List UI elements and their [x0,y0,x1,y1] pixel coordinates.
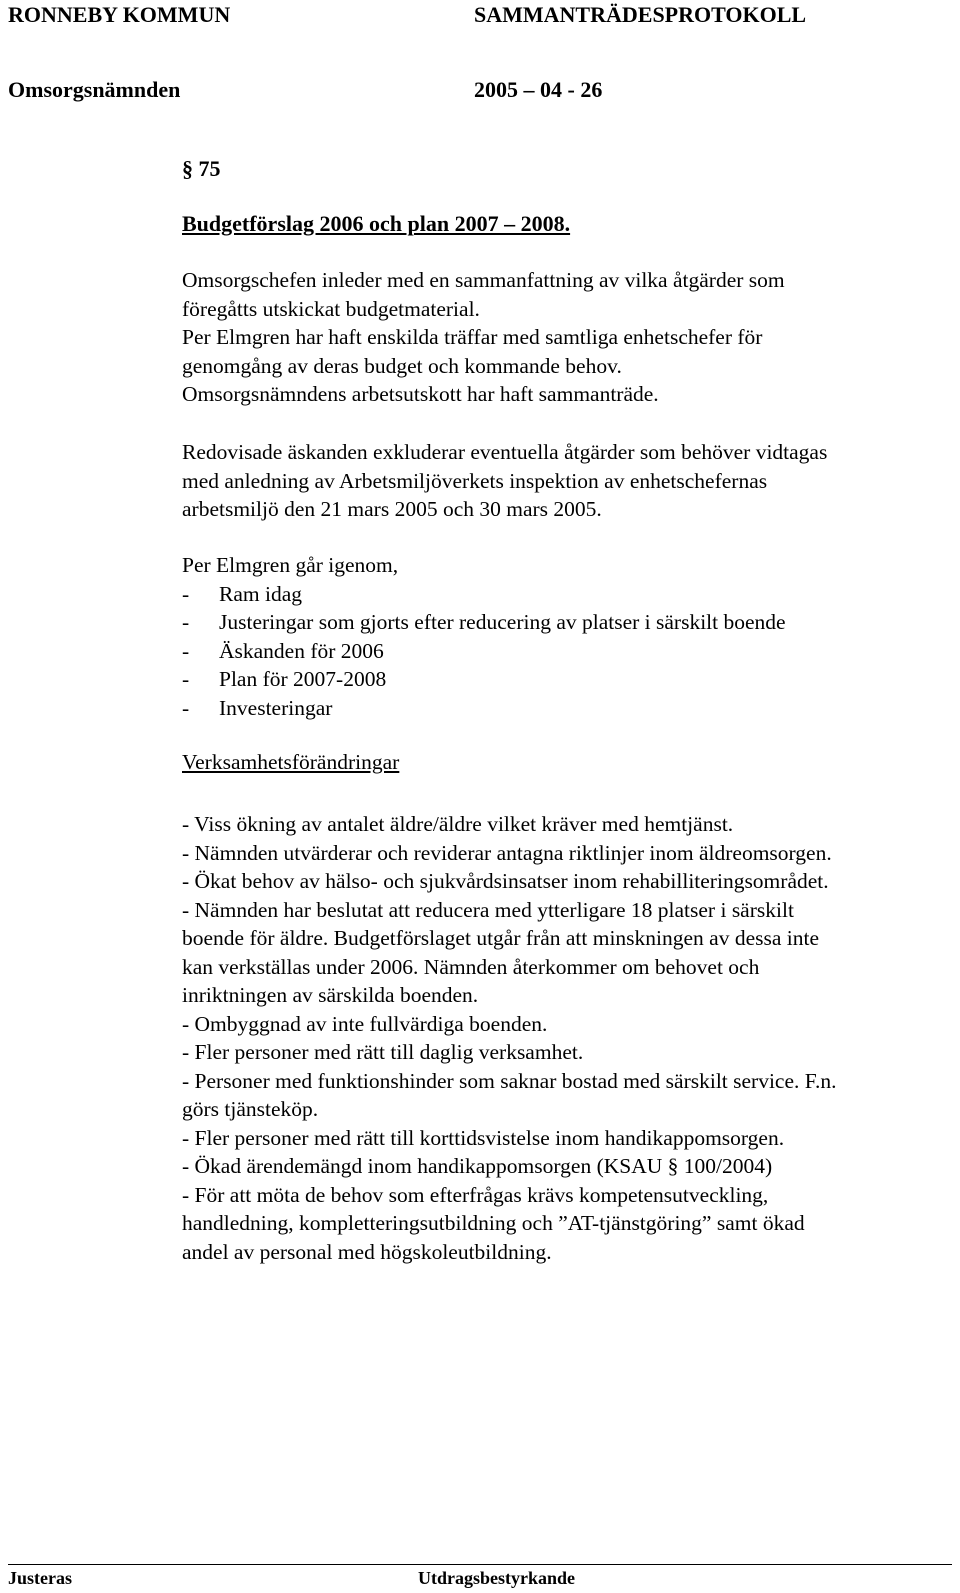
changes-line: handledning, kompletteringsutbildning och ”AT-tjänstgöring” samt ökad [182,1211,805,1235]
exclusion-paragraph [182,438,827,524]
changes-line: - För att möta de behov som efterfrågas krävs kompetensutveckling, [182,1182,769,1207]
review-intro: Per Elmgren går igenom, [182,553,399,577]
document-type: SAMMANTRÄDESPROTOKOLL [474,2,807,27]
footer-divider [8,1564,952,1565]
changes-line: kan verkställas under 2006. Nämnden återkommer om behovet och [182,954,760,979]
changes-line: - Fler personer med rätt till korttidsvistelse inom handikappomsorgen. [182,1125,785,1150]
list-item: - Äskanden för 2006 [182,638,384,663]
changes-line: - Viss ökning av antalet äldre/äldre vilket kräver med hemtjänst. [182,812,734,836]
list-item: - Investeringar [182,695,333,720]
list-item: - Justeringar som gjorts efter reducering av platser i särskilt boende [182,610,786,634]
changes-line: - Personer med funktionshinder som saknar bostad med särskilt service. F.n. [182,1068,837,1093]
changes-line: - Ombyggnad av inte fullvärdiga boenden. [182,1011,548,1036]
footer-utdragsbestyrkande: Utdragsbestyrkande [418,1568,576,1588]
intro-paragraph [182,266,785,409]
paragraph-line: Omsorgschefen inleder med en sammanfattning av vilka åtgärder som [182,268,785,292]
section-title: Budgetförslag 2006 och plan 2007 – 2008. [182,211,571,236]
meeting-date: 2005 – 04 - 26 [474,77,603,102]
footer-justeras: Justeras [8,1568,72,1588]
changes-line: görs tjänsteköp. [182,1097,319,1121]
changes-line: inriktningen av särskilda boenden. [182,983,479,1007]
paragraph-line: föregåtts utskickat budgetmaterial. [182,296,480,321]
changes-line: - Ökat behov av hälso- och sjukvårdsinsatser inom rehabilliteringsområdet. [182,869,829,893]
changes-list [182,810,837,1266]
board-name: Omsorgsnämnden [8,77,181,102]
changes-line: - Fler personer med rätt till daglig verksamhet. [182,1040,584,1064]
municipality-name: RONNEBY KOMMUN [8,2,231,27]
review-list [182,551,786,722]
paragraph-line: med anledning av Arbetsmiljöverkets inspektion av enhetschefernas [182,468,768,493]
changes-heading: Verksamhetsförändringar [182,750,400,774]
paragraph-line: Omsorgsnämndens arbetsutskott har haft sammanträde. [182,382,659,406]
changes-line: - Nämnden har beslutat att reducera med ytterligare 18 platser i särskilt [182,897,794,922]
paragraph-line: arbetsmiljö den 21 mars 2005 och 30 mars 2005. [182,497,602,521]
paragraph-line: Per Elmgren har haft enskilda träffar med samtliga enhetschefer för [182,325,763,349]
paragraph-line: Redovisade äskanden exkluderar eventuella åtgärder som behöver vidtagas [182,440,828,464]
list-item: - Plan för 2007-2008 [182,667,387,691]
changes-line: boende för äldre. Budgetförslaget utgår från att minskningen av dessa inte [182,926,820,950]
paragraph-line: genomgång av deras budget och kommande behov. [182,353,622,378]
changes-line: andel av personal med högskoleutbildning. [182,1239,552,1264]
section-number: § 75 [182,156,221,181]
changes-line: - Nämnden utvärderar och reviderar antagna riktlinjer inom äldreomsorgen. [182,840,832,865]
list-item: - Ram idag [182,581,302,606]
changes-line: - Ökad ärendemängd inom handikappomsorgen (KSAU § 100/2004) [182,1154,773,1178]
